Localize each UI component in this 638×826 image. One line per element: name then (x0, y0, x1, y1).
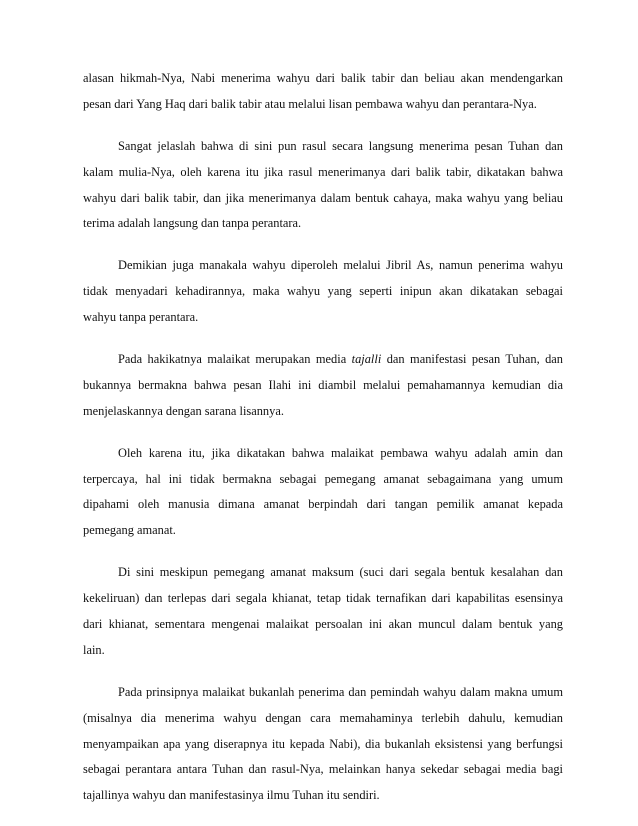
italic-term: tajalli (351, 352, 382, 367)
text-line: terima adalah langsung dan tanpa perantara. (83, 216, 302, 231)
text-line: Oleh karena itu, jika dikatakan bahwa malaikat pembawa wahyu adalah amin dan (118, 445, 563, 460)
paragraph-6 (83, 560, 563, 664)
text-line: tidak menyadari kehadirannya, maka wahyu yang seperti inipun akan dikatakan sebagai (83, 284, 563, 299)
paragraph-3 (83, 253, 563, 331)
text-line: bukannya bermakna bahwa pesan Ilahi ini diambil melalui pemahamannya kemudian dia (83, 377, 563, 392)
text-line: dipahami oleh manusia dimana amanat berpindah dari tangan pemilik amanat kepada (83, 497, 563, 512)
paragraph-1 (83, 66, 563, 118)
text-line: kekeliruan) dan terlepas dari segala khianat, tetap tidak ternafikan dari kapabilitas esensinya (83, 591, 563, 606)
paragraph-4 (83, 347, 563, 425)
paragraph-7 (83, 680, 563, 809)
text-line: pemegang amanat. (83, 523, 176, 538)
text-line: sebagai perantara antara Tuhan dan rasul-Nya, melainkan hanya sekedar sebagai media bagi (83, 762, 563, 777)
paragraph-2 (83, 134, 563, 238)
document-page (83, 66, 563, 825)
text-line: (misalnya dia menerima wahyu dengan cara memahaminya terlebih dahulu, kemudian (83, 710, 563, 725)
text-line: pesan dari Yang Haq dari balik tabir atau melalui lisan pembawa wahyu dan perantara-Nya. (83, 96, 537, 111)
text-line: menjelaskannya dengan sarana lisannya. (83, 403, 284, 418)
text-line: dari khianat, sementara mengenai malaikat persoalan ini akan muncul dalam bentuk yang (83, 617, 563, 632)
text-line: kalam mulia-Nya, oleh karena itu jika rasul menerimanya dari balik tabir, dikatakan bahwa (83, 164, 563, 179)
text-line: alasan hikmah-Nya, Nabi menerima wahyu dari balik tabir dan beliau akan mendengarkan (83, 71, 563, 85)
text-line: tajallinya wahyu dan manifestasinya ilmu Tuhan itu sendiri. (83, 788, 380, 803)
text-line: Sangat jelaslah bahwa di sini pun rasul secara langsung menerima pesan Tuhan dan (118, 138, 563, 153)
text-line: lain. (83, 642, 105, 657)
paragraph-5 (83, 441, 563, 545)
text-line: wahyu dari balik tabir, dan jika menerimanya dalam bentuk cahaya, maka wahyu yang beliau (83, 190, 563, 205)
text-line: Di sini meskipun pemegang amanat maksum (suci dari segala bentuk kesalahan dan (118, 565, 563, 580)
text-line: menyampaikan apa yang diserapnya itu kepada Nabi), dia bukanlah eksistensi yang berfungsi (83, 736, 563, 751)
text-line: wahyu tanpa perantara. (83, 310, 199, 325)
text-line: Pada hakikatnya malaikat merupakan media tajalli dan manifestasi pesan Tuhan, dan (118, 352, 563, 367)
text-line: Demikian juga manakala wahyu diperoleh melalui Jibril As, namun penerima wahyu (118, 258, 563, 273)
text-line: terpercaya, hal ini tidak bermakna sebagai pemegang amanat sebagaimana yang umum (83, 471, 563, 486)
text-line: Pada prinsipnya malaikat bukanlah penerima dan pemindah wahyu dalam makna umum (118, 684, 563, 699)
